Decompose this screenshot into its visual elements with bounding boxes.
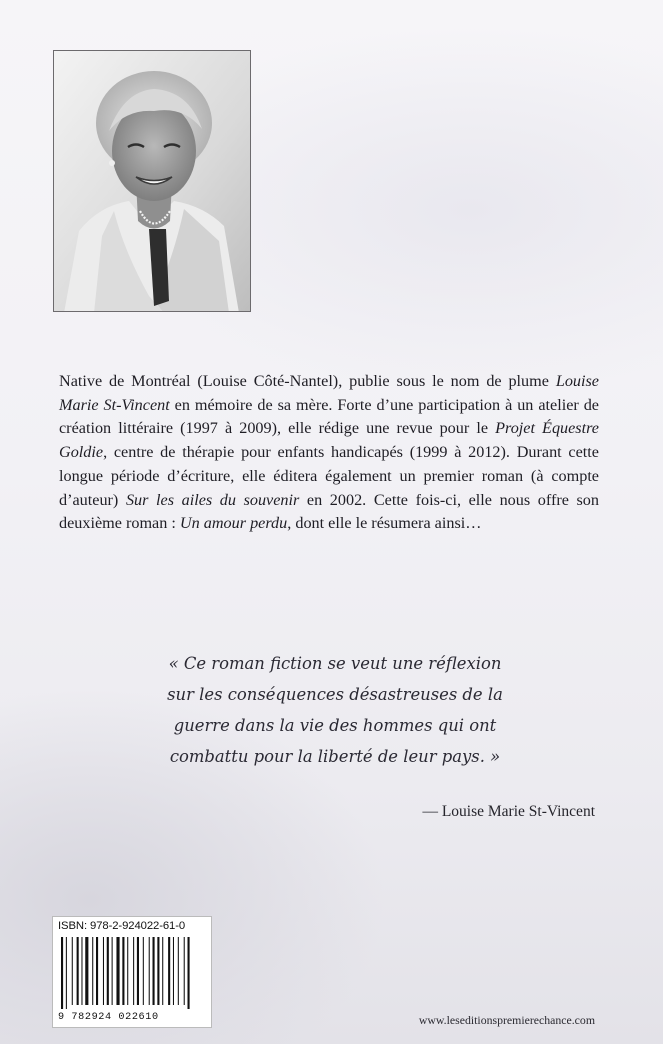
quote-line: sur les conséquences désastreuses de la	[167, 685, 503, 704]
barcode-bar	[77, 937, 79, 1005]
barcode-bar	[66, 937, 67, 1009]
barcode-bar	[81, 937, 82, 1005]
barcode-digits: 9 782924 022610	[58, 1012, 159, 1023]
barcode-bar	[85, 937, 88, 1005]
bio-text-3: , centre de thérapie pour enfants handicapés (1999 à 2012). Durant cette longue période d’écriture, elle éditera également un premier roman (à compte d’auteur)	[59, 443, 599, 509]
publisher-website[interactable]: www.leseditionspremierechance.com	[418, 1013, 595, 1027]
barcode-bar	[173, 937, 174, 1005]
barcode-bar	[107, 937, 109, 1005]
second-novel-title: Un amour perdu	[179, 514, 288, 533]
barcode-bar	[122, 937, 124, 1005]
quote-attribution: — Louise Marie St-Vincent	[422, 803, 595, 820]
barcode-bar	[178, 937, 179, 1005]
pen-name: Louise Marie St-Vincent	[59, 372, 599, 414]
bio-text-1: Native de Montréal (Louise Côté-Nantel), publie sous le nom de plume	[59, 372, 556, 390]
barcode-bar	[112, 937, 113, 1005]
barcode-bar	[184, 937, 185, 1005]
author-photo	[53, 50, 251, 312]
barcode-bar	[137, 937, 139, 1005]
quote-line: « Ce roman fiction se veut une réflexion	[168, 654, 502, 673]
book-quote	[100, 648, 570, 772]
isbn-barcode-block	[52, 916, 212, 1028]
barcode-bar	[143, 937, 144, 1005]
barcode-bar	[162, 937, 163, 1005]
first-novel-title: Sur les ailes du souvenir	[125, 490, 300, 509]
barcode-bar	[157, 937, 159, 1005]
project-name: Projet Équestre Goldie	[59, 419, 599, 462]
barcode-bar	[96, 937, 98, 1005]
barcode-bar	[92, 937, 93, 1005]
barcode-bar	[116, 937, 119, 1005]
barcode-image	[53, 935, 213, 1011]
barcode-bar	[127, 937, 128, 1005]
bio-text-5: , dont elle le résumera ainsi…	[287, 514, 482, 533]
author-portrait-image	[54, 51, 251, 312]
quote-line: combattu pour la liberté de leur pays. »	[169, 747, 501, 766]
barcode-bar	[153, 937, 155, 1005]
isbn-label: ISBN: 978-2-924022-61-0	[58, 920, 186, 932]
barcode-bar	[168, 937, 170, 1005]
barcode-bar	[103, 937, 104, 1005]
barcode-bar	[149, 937, 150, 1005]
barcode-bar	[133, 937, 134, 1005]
quote-line: guerre dans la vie des hommes qui ont	[173, 716, 497, 735]
barcode-bar	[188, 937, 190, 1009]
author-bio	[59, 370, 599, 536]
bio-text-4: en 2002. Cette fois-ci, elle nous offre son deuxième roman :	[59, 490, 599, 533]
barcode-bar	[61, 937, 63, 1009]
barcode-bar	[72, 937, 73, 1005]
bio-text-2: en mémoire de sa mère. Forte d’une participation à un atelier de création littéraire (1997 à 2009), elle rédige une revue pour le	[59, 395, 599, 438]
